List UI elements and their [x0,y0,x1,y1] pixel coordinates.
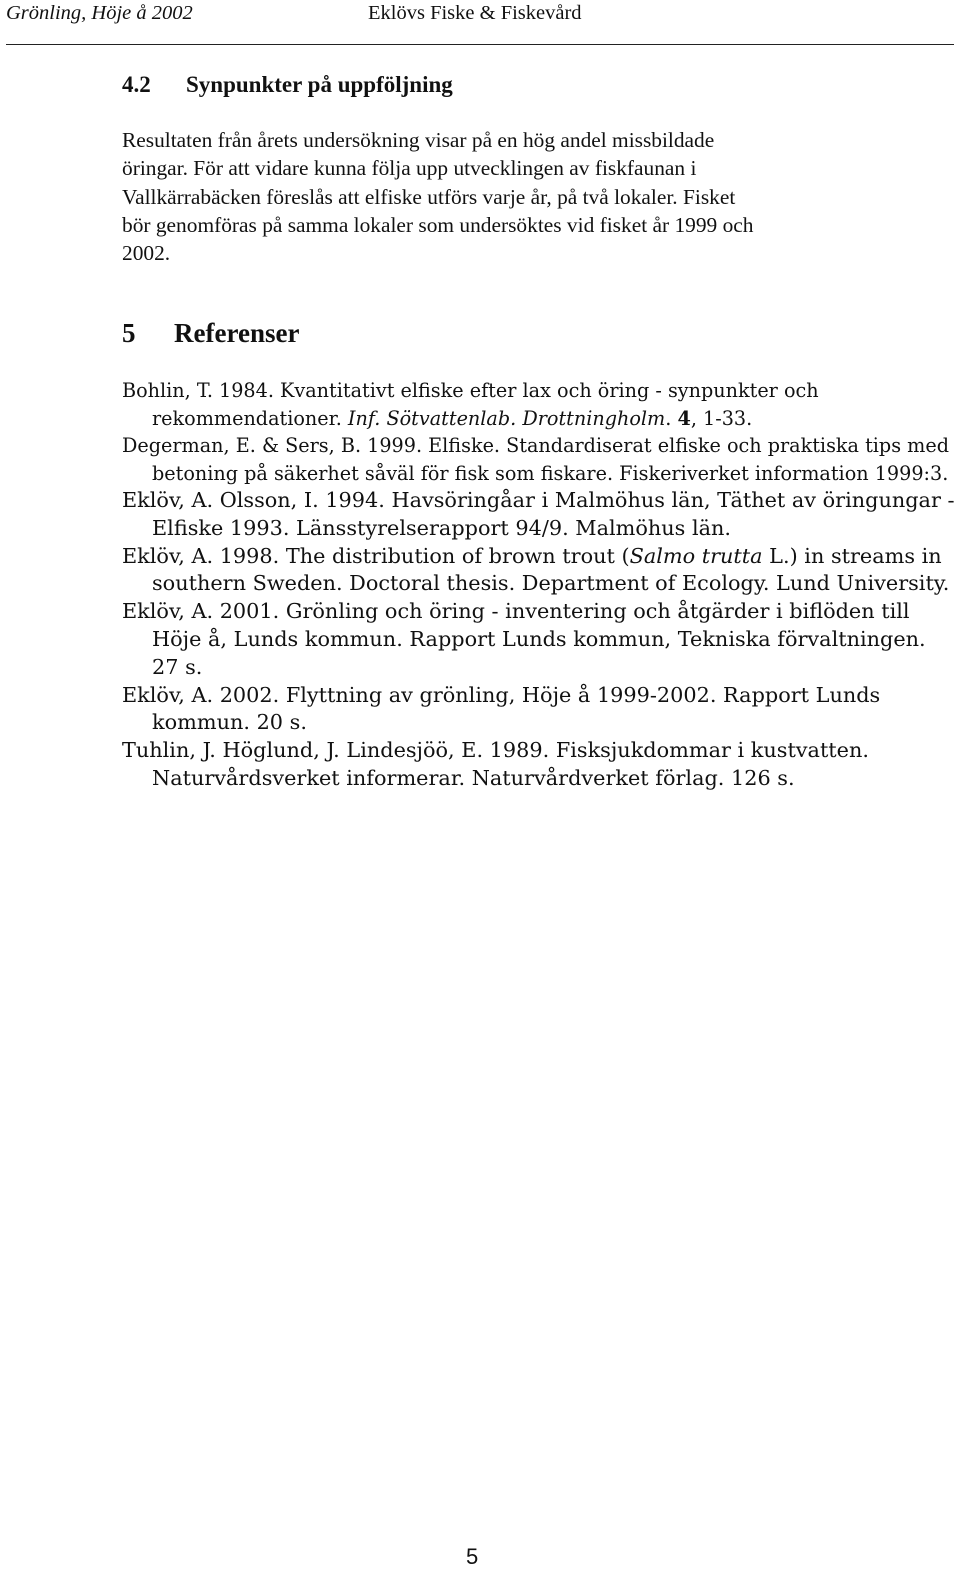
paragraph-line: Resultaten från årets undersökning visar på en hög andel missbildade [122,128,715,152]
section-heading-5 [122,318,299,349]
section-title: Referenser [174,318,300,348]
reference-text: Eklöv, A. 2002. Flyttning av grönling, Höje å 1999-2002. Rapport Lunds kommun. 20 s. [122,682,881,735]
paragraph-line: 2002. [122,241,171,266]
reference-text: Eklöv, A. Olsson, I. 1994. Havsöringåar i Malmöhus län, Täthet av öringungar - Elfiske 1993. Länsstyrelserapport 94/9. Malmöhus län. [122,488,955,540]
running-header [6,0,954,45]
reference-item [122,377,956,432]
reference-text: Degerman, E. & Sers, B. 1999. Elfiske. Standardiserat elfiske och praktiska tips med betoning på säkerhet såväl för fisk som fiskare. Fiskeriverket information 1999:3. [122,434,949,485]
reference-text: Bohlin, T. 1984. Kvantitativt elfiske efter lax och öring - synpunkter och rekommendationer. [122,379,819,430]
reference-item [122,543,956,599]
section-number: 5 [122,318,136,348]
reference-item [122,432,956,487]
reference-item [122,682,956,738]
header-organization: Eklövs Fiske & Fiskevård [368,2,582,24]
section-title: Synpunkter på uppföljning [186,72,453,97]
reference-species: Salmo trutta [629,543,763,568]
paragraph-line: öringar. För att vidare kunna följa upp utvecklingen av fiskfaunan i [122,156,697,181]
paragraph-line: bör genomföras på samma lokaler som undersöktes vid fisket år 1999 och [122,212,754,237]
header-title: Grönling, Höje å 2002 [6,2,193,24]
section-heading-4-2 [122,72,453,98]
reference-pages: , 1-33. [690,406,753,430]
reference-journal: Inf. Sötvattenlab. Drottningholm [347,406,666,430]
reference-text: Tuhlin, J. Höglund, J. Lindesjöö, E. 1989. Fisksjukdommar i kustvatten. Naturvårdsverket informerar. Naturvårdverket förlag. 126 s. [122,738,869,790]
paragraph-line: Vallkärrabäcken föreslås att elfiske utförs varje år, på två lokaler. Fisket [122,184,736,209]
reference-item [122,737,956,793]
reference-text: Eklöv, A. 1998. The distribution of brown trout ( [122,543,630,568]
section-number: 4.2 [122,72,151,97]
reference-volume: 4 [677,406,691,430]
paragraph-follow-up [122,126,954,267]
reference-item [122,487,956,543]
reference-text: L.) in streams in southern Sweden. Doctoral thesis. Department of Ecology. Lund University. [152,543,950,596]
reference-text: Eklöv, A. 2001. Grönling och öring - inventering och åtgärder i biflöden till Höje å, Lunds kommun. Rapport Lunds kommun, Tekniska förvaltningen. 27 s. [122,599,926,679]
reference-item [122,598,956,681]
page-number: 5 [466,1544,479,1569]
reference-list [122,377,956,793]
reference-text: . [665,406,678,430]
